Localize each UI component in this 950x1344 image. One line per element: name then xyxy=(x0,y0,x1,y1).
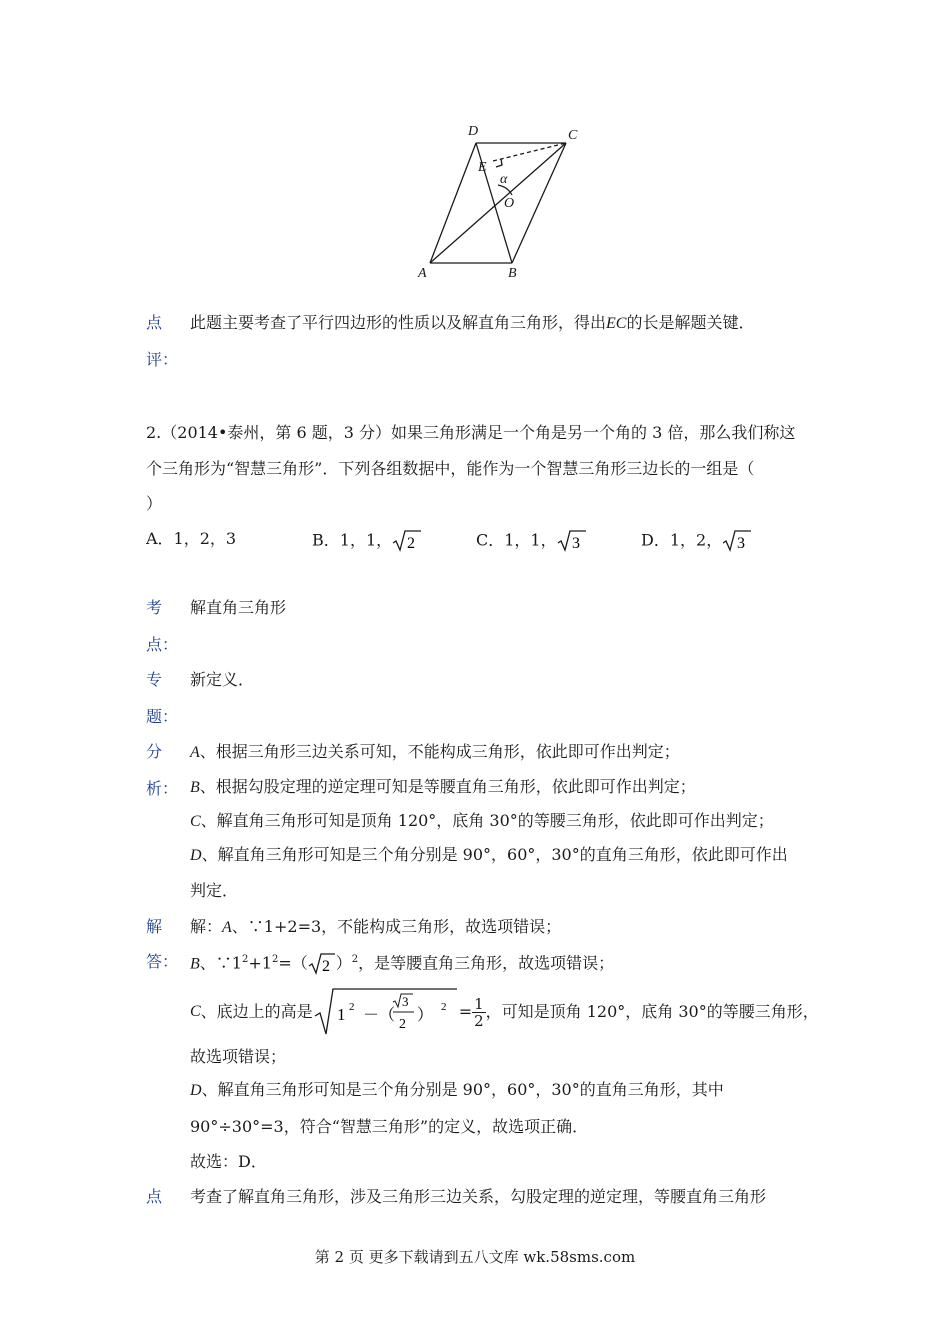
zhuanti-label-2: 题： xyxy=(146,707,179,726)
jieda-line-6: 90°÷30°=3，符合“智慧三角形”的定义，故选项正确． xyxy=(190,1117,589,1136)
fenxi-line-c: C、解直角三角形可知是顶角 120°，底角 30°的等腰三角形，依此即可作出判定； xyxy=(190,811,774,830)
sqrt-symbol xyxy=(722,529,752,553)
fenxi-line-b: B、根据勾股定理的逆定理可知是等腰直角三角形，依此即可作出判定； xyxy=(190,777,696,796)
svg-text:2: 2 xyxy=(398,1017,406,1032)
segment-cb xyxy=(512,143,566,263)
big-sqrt-expression xyxy=(313,986,459,1038)
svg-text:1: 1 xyxy=(336,1005,346,1024)
fenxi-line-d: D、解直角三角形可知是三个角分别是 90°，60°，30°的直角三角形，依此即可作出 xyxy=(190,845,788,864)
label-d: D xyxy=(468,124,479,139)
jieda-label-2: 答： xyxy=(146,952,179,971)
fenxi-line-a: A、根据三角形三边关系可知，不能构成三角形，依此即可作出判定； xyxy=(190,742,680,761)
label-c: C xyxy=(568,128,578,143)
kaodian-text: 解直角三角形 xyxy=(190,598,287,617)
question-line-1: 2.（2014•泰州，第 6 题，3 分）如果三角形满足一个角是另一个角的 3 倍，那么我们称这 xyxy=(146,423,796,442)
svg-text:2: 2 xyxy=(440,1001,447,1013)
svg-text:）: ） xyxy=(416,1007,433,1024)
jieda-line-1: 解：A、∵1+2=3，不能构成三角形，故选项错误； xyxy=(190,917,562,936)
label-o: O xyxy=(504,196,515,211)
segment-ad xyxy=(430,143,476,263)
diagonal-ac xyxy=(430,143,566,263)
fenxi-label-1: 分 xyxy=(146,742,163,761)
option-c: C．1，1， 3 xyxy=(476,529,587,553)
comment-text: 此题主要考查了平行四边形的性质以及解直角三角形，得出EC的长是解题关键． xyxy=(190,313,755,332)
sqrt-symbol xyxy=(557,529,587,553)
jieda-line-5: D、解直角三角形可知是三个角分别是 90°，60°，30°的直角三角形，其中 xyxy=(190,1080,724,1099)
svg-text:2: 2 xyxy=(348,1001,355,1013)
svg-text:3: 3 xyxy=(401,994,409,1009)
page-footer: 第 2 页 更多下载请到五八文库 wk.58sms.com xyxy=(314,1248,636,1266)
fenxi-label-2: 析： xyxy=(146,779,179,798)
option-d: D．1，2， 3 xyxy=(641,529,752,553)
svg-text:3: 3 xyxy=(571,535,580,552)
fraction-one-half: $\frac{1}{2}$ xyxy=(474,994,484,1030)
question-line-2: 个三角形为“智慧三角形”．下列各组数据中，能作为一个智慧三角形三边长的一组是（ xyxy=(146,459,755,478)
kaodian-label-1: 考 xyxy=(146,598,163,617)
parallelogram-figure xyxy=(400,115,600,285)
svg-text:3: 3 xyxy=(737,535,746,552)
sqrt-symbol xyxy=(308,952,336,976)
zhuanti-label-1: 专 xyxy=(146,670,163,689)
label-b: B xyxy=(508,266,517,281)
jieda-line-4: 故选项错误； xyxy=(190,1047,287,1066)
svg-text:－（: －（ xyxy=(362,1007,395,1024)
fenxi-tail: 判定． xyxy=(190,881,239,900)
label-a: A xyxy=(418,266,427,281)
label-e: E xyxy=(478,160,487,175)
comment-label-1: 点 xyxy=(146,313,163,332)
option-b: B．1，1， 2 xyxy=(312,529,422,553)
question-line-3: ） xyxy=(146,494,163,513)
comment2-text: 考查了解直角三角形，涉及三角形三边关系，勾股定理的逆定理，等腰直角三角形 xyxy=(190,1187,767,1206)
kaodian-label-2: 点： xyxy=(146,635,179,654)
comment-label-2: 评： xyxy=(146,350,179,369)
jieda-line-2: B、$\because 1^2+1^2=$（ 2 ）$^2$，是等腰直角三角形，故选项错误； xyxy=(190,953,615,975)
zhuanti-text: 新定义． xyxy=(190,670,255,689)
label-alpha: α xyxy=(500,172,508,187)
jieda-line-3: C 、底边上的高是 1 2 －（ 3 2 ） 2 = $\frac{1}{2}$ ，可知是顶角 120°，底角 30°的等腰三角形， xyxy=(190,986,819,1038)
comment2-label: 点 xyxy=(146,1187,163,1206)
svg-text:2: 2 xyxy=(321,957,330,975)
svg-text:2: 2 xyxy=(407,535,416,552)
jieda-label-1: 解 xyxy=(146,917,163,936)
option-a: A．1，2，3 xyxy=(146,529,237,548)
sqrt-symbol xyxy=(392,529,422,553)
jieda-line-7: 故选：D． xyxy=(190,1152,267,1171)
